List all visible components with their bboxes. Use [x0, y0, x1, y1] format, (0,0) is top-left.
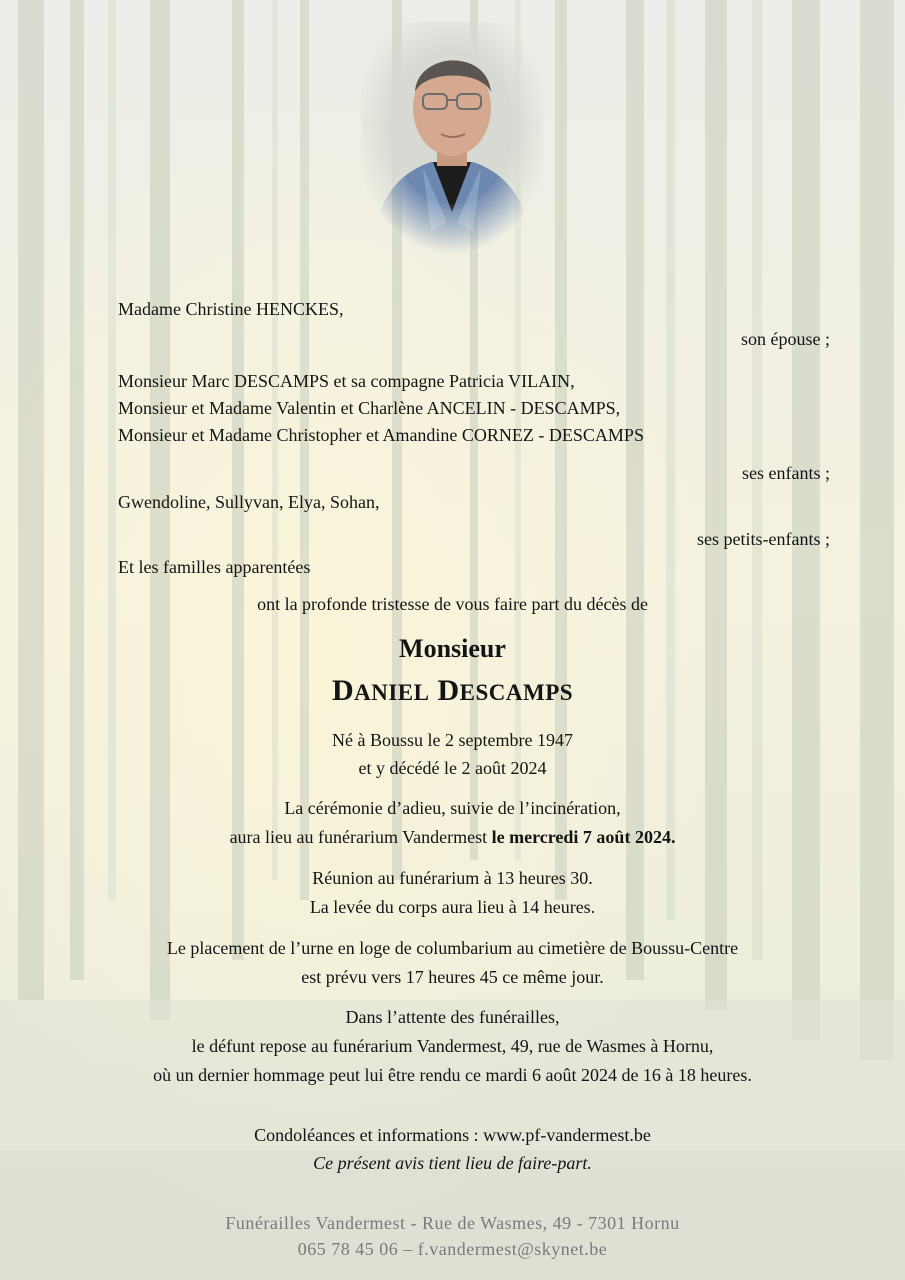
notice-text: Ce présent avis tient lieu de faire-part.: [313, 1153, 592, 1173]
ceremony-date-line: [0, 826, 905, 848]
announcement: ont la profonde tristesse de vous faire part du décès de: [257, 594, 648, 614]
first-name-initial: D: [331, 674, 355, 707]
funeral-home-address: Funérailles Vandermest - Rue de Wasmes, 49 - 7301 Hornu: [225, 1213, 680, 1233]
funeral-home-contact[interactable]: 065 78 45 06 – f.vandermest@skynet.be: [297, 1239, 608, 1259]
visitation-hours: où un dernier hommage peut lui être rendu ce mardi 6 août 2024 de 16 à 18 heures.: [153, 1065, 752, 1085]
child-line: Monsieur et Madame Christopher et Amandine CORNEZ - DESCAMPS: [118, 425, 644, 445]
body-removal-time: La levée du corps aura lieu à 14 heures.: [309, 897, 596, 917]
birth-line: Né à Boussu le 2 septembre 1947: [332, 730, 573, 750]
condolences-link[interactable]: Condoléances et informations : www.pf-vandermest.be: [254, 1125, 651, 1145]
last-name-rest: ESCAMPS: [459, 680, 574, 705]
child-line: Monsieur et Madame Valentin et Charlène ANCELIN - DESCAMPS,: [118, 398, 621, 418]
ceremony-place: aura lieu au funérarium Vandermest: [229, 827, 492, 847]
repose-location: le défunt repose au funérarium Vandermest, 49, rue de Wasmes à Hornu,: [191, 1036, 714, 1056]
last-name-initial: D: [437, 674, 460, 707]
meeting-time: Réunion au funérarium à 13 heures 30.: [312, 868, 593, 888]
ceremony-line: La cérémonie d’adieu, suivie de l’incinération,: [284, 798, 621, 818]
spouse-role: son épouse ;: [741, 329, 830, 349]
deceased-name: [0, 674, 905, 710]
deceased-title: Monsieur: [399, 634, 506, 663]
portrait-photo: [361, 22, 543, 254]
grandchildren-role: ses petits-enfants ;: [697, 529, 830, 549]
grandchildren-names: Gwendoline, Sullyvan, Elya, Sohan,: [118, 492, 380, 512]
spouse-name: Madame Christine HENCKES,: [118, 299, 344, 319]
related-families: Et les familles apparentées: [118, 557, 311, 577]
repose-intro: Dans l’attente des funérailles,: [345, 1007, 560, 1027]
death-line: et y décédé le 2 août 2024: [358, 758, 547, 778]
ceremony-date: le mercredi 7 août 2024.: [491, 827, 676, 847]
first-name-rest: ANIEL: [354, 680, 430, 705]
urn-placement: Le placement de l’urne en loge de columbarium au cimetière de Boussu-Centre: [166, 938, 739, 958]
urn-time: est prévu vers 17 heures 45 ce même jour.: [301, 967, 604, 987]
children-role: ses enfants ;: [742, 463, 830, 483]
child-line: Monsieur Marc DESCAMPS et sa compagne Patricia VILAIN,: [118, 371, 575, 391]
